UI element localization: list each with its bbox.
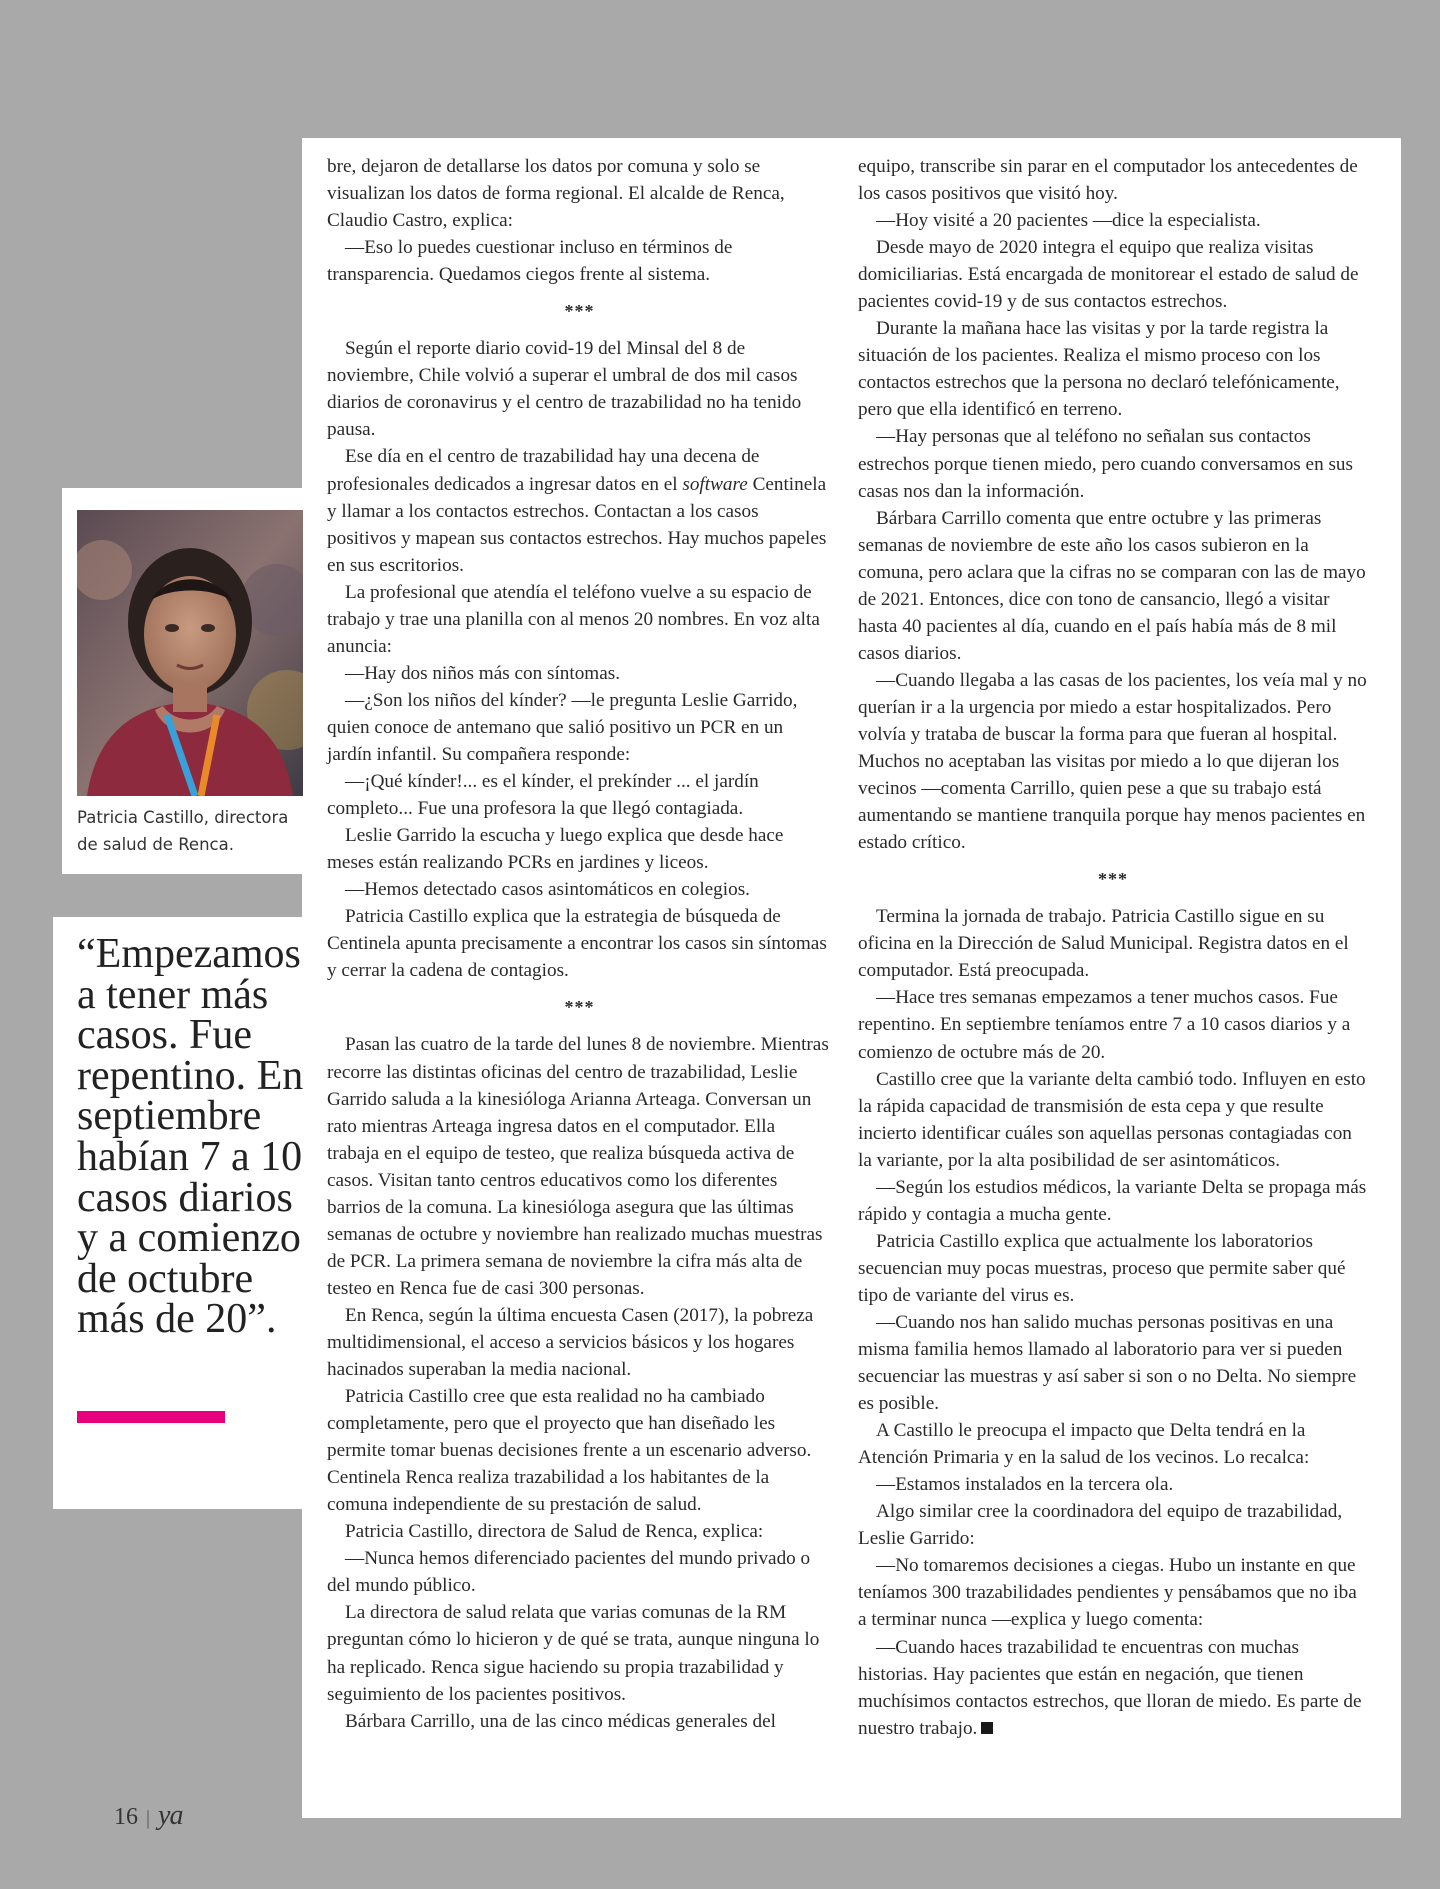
paragraph-text: —¡Qué kínder!... es el kínder, el prekínder ... el jardín completo... Fue una profesora la que llegó contagiada. [327, 771, 759, 820]
article-paragraph [327, 1518, 832, 1545]
page-footer [114, 1800, 182, 1832]
article-paragraph [327, 1599, 832, 1707]
article-column-left [327, 153, 832, 1735]
paragraph-text: Durante la mañana hace las visitas y por la tarde registra la situación de los pacientes. Realiza el mismo proceso con los contactos estrechos que la persona no declaró telefónicamente, pero que ella identificó en terreno. [858, 318, 1340, 421]
paragraph-text: Patricia Castillo explica que actualmente los laboratorios secuencian muy pocas muestras, proceso que permite saber qué tipo de variante del virus es. [858, 1230, 1346, 1306]
article-paragraph [858, 1634, 1368, 1742]
article-paragraph [858, 1417, 1368, 1471]
portrait-illustration [77, 510, 303, 796]
article-paragraph [327, 822, 832, 876]
paragraph-text: Desde mayo de 2020 integra el equipo que realiza visitas domiciliarias. Está encargada de monitorear el estado de salud de pacientes covid-19 y de sus contactos estrechos. [858, 237, 1359, 313]
article-paragraph [327, 660, 832, 687]
article-paragraph [327, 687, 832, 768]
italic-term: software [682, 473, 748, 495]
pull-quote: “Empezamos a tener más casos. Fue repentino. En septiembre habían 7 a 10 casos diarios y a comienzo de octubre más de 20”. [77, 931, 304, 1343]
article-paragraph [858, 234, 1368, 315]
photo-caption: Patricia Castillo, directora de salud de Renca. [77, 808, 289, 854]
paragraph-text: Algo similar cree la coordinadora del equipo de trazabilidad, Leslie Garrido: [858, 1501, 1343, 1550]
article-paragraph [858, 667, 1368, 856]
article-paragraph [327, 903, 832, 984]
article-paragraph [327, 1708, 832, 1735]
article-paragraph [858, 1066, 1368, 1174]
paragraph-text: —Hace tres semanas empezamos a tener muchos casos. Fue repentino. En septiembre teníamos entre 7 a 10 casos diarios y a comienzo de octubre más de 20. [858, 987, 1351, 1063]
page-number: 16 [114, 1804, 138, 1830]
article-paragraph [327, 153, 832, 234]
paragraph-text: En Renca, según la última encuesta Casen (2017), la pobreza multidimensional, el acceso a servicios básicos y los hogares hacinados superaban la media nacional. [327, 1304, 814, 1381]
paragraph-text: Pasan las cuatro de la tarde del lunes 8 de noviembre. Mientras recorre las distintas oficinas del centro de trazabilidad, Leslie Garrido saluda a la kinesióloga Arianna Arteaga. Conversan un rato mientras Arteaga ingresa datos en el computador. Ella trabaja en el equipo de testeo, que realiza búsqueda activa de casos. Visitan tanto centros educativos como los diferentes barrios de la comuna. La kinesióloga asegura que las últimas semanas de octubre y noviembre han realizado muchas muestras de PCR. La primera semana de noviembre la cifra más alta de testeo en Renca fue de casi 300 personas. [327, 1034, 829, 1299]
article-paragraph [858, 1498, 1368, 1552]
paragraph-text: Castillo cree que la variante delta cambió todo. Influyen en esto la rápida capacidad de transmisión de esta cepa y que resulte incierto identificar cuáles son aquellas personas contagiadas con la variante, por la alta posibilidad de ser asintomáticos. [858, 1068, 1366, 1171]
paragraph-text: —¿Son los niños del kínder? —le pregunta Leslie Garrido, quien conoce de antemano que salió positivo un PCR en un jardín infantil. Su compañera responde: [327, 689, 798, 765]
article-paragraph [327, 579, 832, 660]
article-paragraph [327, 876, 832, 903]
article-paragraph [858, 1309, 1368, 1417]
paragraph-text: La profesional que atendía el teléfono vuelve a su espacio de trabajo y trae una planilla con al menos 20 nombres. En voz alta anuncia: [327, 581, 820, 657]
paragraph-text: La directora de salud relata que varias comunas de la RM preguntan cómo lo hicieron y de qué se trata, aunque ninguna lo ha replicado. Renca sigue haciendo su propia trazabilidad y seguimiento de los pacientes positivos. [327, 1602, 820, 1705]
article-paragraph [858, 903, 1368, 984]
pull-quote-accent-bar [77, 1411, 225, 1423]
article-column-right [858, 153, 1368, 1742]
paragraph-text: equipo, transcribe sin parar en el computador los antecedentes de los casos positivos que visitó hoy. [858, 156, 1358, 205]
section-separator: *** [564, 997, 595, 1018]
paragraph-text: Patricia Castillo explica que la estrategia de búsqueda de Centinela apunta precisamente a encontrar los casos sin síntomas y cerrar la cadena de contagios. [327, 906, 827, 982]
paragraph-text: Patricia Castillo, directora de Salud de Renca, explica: [345, 1521, 764, 1543]
article-paragraph [858, 984, 1368, 1065]
footer-separator: | [146, 1807, 151, 1829]
paragraph-text: Leslie Garrido la escucha y luego explica que desde hace meses están realizando PCRs en jardines y liceos. [327, 825, 784, 874]
article-paragraph [858, 1174, 1368, 1228]
article-paragraph [858, 423, 1368, 504]
paragraph-text: —Cuando haces trazabilidad te encuentras con muchas historias. Hay pacientes que están en negación, que tienen muchísimos contactos estrechos, que lloran de miedo. Es parte de nuestro trabajo. [858, 1636, 1362, 1739]
section-separator: *** [564, 301, 595, 322]
paragraph-text: —Hoy visité a 20 pacientes —dice la especialista. [876, 210, 1261, 232]
article-paragraph [327, 768, 832, 822]
article-paragraph [858, 1552, 1368, 1633]
paragraph-text: Termina la jornada de trabajo. Patricia Castillo sigue en su oficina en la Dirección de Salud Municipal. Registra datos en el computador. Está preocupada. [858, 906, 1349, 982]
paragraph-text: Patricia Castillo cree que esta realidad no ha cambiado completamente, pero que el proyecto que han diseñado les permite tomar buenas decisiones frente a un escenario adverso. Centinela Renca realiza trazabilidad a los habitantes de la comuna independiente de su prestación de salud. [327, 1386, 812, 1516]
article-paragraph [858, 315, 1368, 423]
article-paragraph [858, 505, 1368, 667]
paragraph-text: —Hay personas que al teléfono no señalan sus contactos estrechos porque tienen miedo, pero cuando conversamos en sus casas nos dan la información. [858, 426, 1353, 502]
article-paragraph [327, 1031, 832, 1301]
paragraph-text: —Estamos instalados en la tercera ola. [876, 1474, 1174, 1496]
article-paragraph [327, 234, 832, 288]
paragraph-text: bre, dejaron de detallarse los datos por comuna y solo se visualizan los datos de forma regional. El alcalde de Renca, Claudio Castro, explica: [327, 156, 785, 232]
paragraph-text: Bárbara Carrillo, una de las cinco médicas generales del [345, 1710, 776, 1732]
article-paragraph [858, 1471, 1368, 1498]
paragraph-text: —Cuando llegaba a las casas de los pacientes, los veía mal y no querían ir a la urgencia por miedo a estar hospitalizados. Pero volvía y trataba de buscar la forma para que fueran al hospital. Muchos no aceptaban las visitas por miedo a lo que dijeran los vecinos —comenta Carrillo, quien pese a que su trabajo está aumentando se mantiene tranquila porque hay menos pacientes en estado crítico. [858, 669, 1367, 854]
paragraph-text: Centinela y llamar a los contactos estrechos. Contactan a los casos positivos y mapean sus contactos estrechos. Hay muchos papeles en sus escritorios. [327, 473, 827, 576]
paragraph-text: —Nunca hemos diferenciado pacientes del mundo privado o del mundo público. [327, 1548, 811, 1597]
paragraph-text: Según el reporte diario covid-19 del Minsal del 8 de noviembre, Chile volvió a superar el umbral de dos mil casos diarios de coronavirus y el centro de trazabilidad no ha tenido pausa. [327, 338, 802, 441]
paragraph-text: —Eso lo puedes cuestionar incluso en términos de transparencia. Quedamos ciegos frente al sistema. [327, 237, 733, 286]
magazine-logo: ya [158, 1800, 183, 1831]
paragraph-text: —Hay dos niños más con síntomas. [345, 662, 621, 684]
article-paragraph [858, 207, 1368, 234]
paragraph-text: —Cuando nos han salido muchas personas positivas en una misma familia hemos llamado al laboratorio para ver si pueden secuenciar las muestras y así saber si son o no Delta. No siempre es posible. [858, 1311, 1357, 1415]
article-paragraph [327, 1302, 832, 1383]
article-paragraph [327, 1383, 832, 1518]
article-paragraph [858, 153, 1368, 207]
article-paragraph [327, 443, 832, 578]
article-paragraph [327, 335, 832, 443]
section-separator: *** [1098, 869, 1128, 890]
end-of-article-mark [981, 1722, 993, 1734]
paragraph-text: Bárbara Carrillo comenta que entre octubre y las primeras semanas de noviembre de este año los casos subieron en la comuna, pero aclara que la cifras no se comparan con las de mayo de 2021. Entonces, dice con tono de cansancio, llegó a visitar hasta 40 pacientes al día, cuando en el país había más de 8 mil casos diarios. [858, 507, 1366, 664]
article-paragraph [327, 1545, 832, 1599]
portrait-photo [77, 510, 303, 796]
article-paragraph [858, 1228, 1368, 1309]
paragraph-text: A Castillo le preocupa el impacto que Delta tendrá en la Atención Primaria y en la salud de los vecinos. Lo recalca: [858, 1420, 1310, 1469]
paragraph-text: —Según los estudios médicos, la variante Delta se propaga más rápido y contagia a mucha gente. [858, 1176, 1367, 1225]
paragraph-text: Ese día en el centro de trazabilidad hay una decena de profesionales dedicados a ingresar datos en el [327, 446, 760, 495]
paragraph-text: —No tomaremos decisiones a ciegas. Hubo un instante en que teníamos 300 trazabilidades pendientes y pensábamos que no iba a terminar nunca —explica y luego comenta: [858, 1555, 1357, 1631]
paragraph-text: —Hemos detectado casos asintomáticos en colegios. [345, 879, 750, 901]
